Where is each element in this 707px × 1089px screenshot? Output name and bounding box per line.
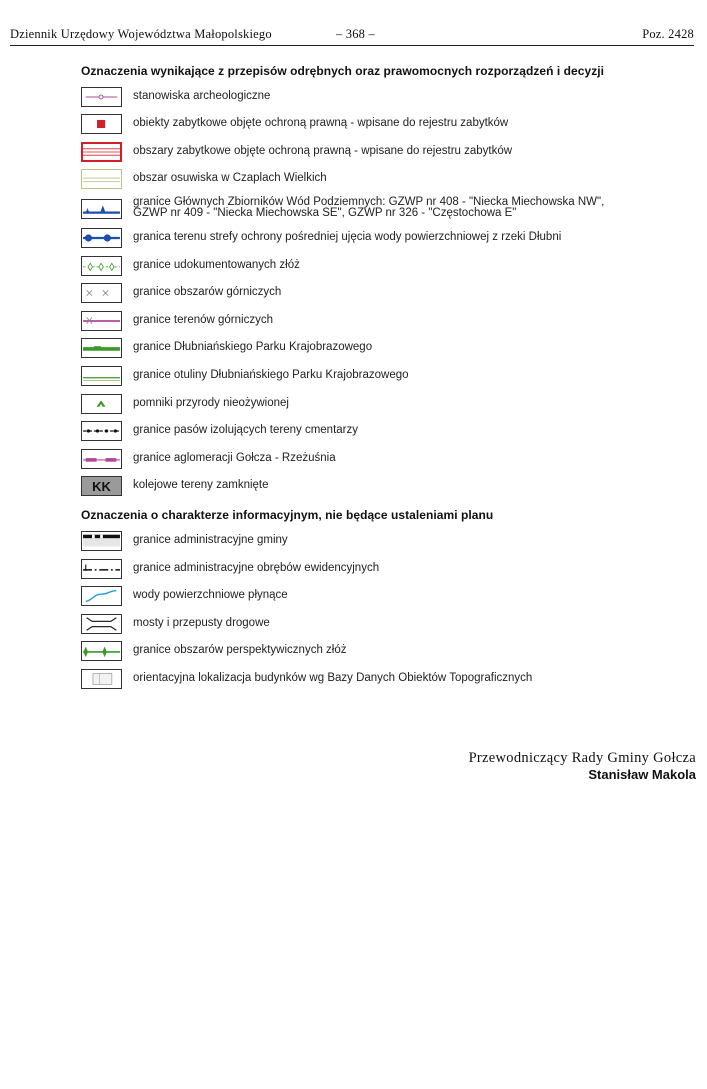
monument-area-icon [81, 142, 122, 162]
page-number: – 368 – [336, 27, 375, 41]
legend-label: mosty i przepusty drogowe [133, 617, 270, 629]
railway-closed-area-icon [81, 476, 122, 496]
bridge-icon [81, 614, 122, 634]
mining-area-icon [81, 283, 122, 303]
legend-label: granice aglomeracji Gołcza - Rzeżuśnia [133, 452, 336, 464]
documented-deposits-icon [81, 256, 122, 276]
building-location-icon [81, 669, 122, 689]
nature-monument-icon [81, 394, 122, 414]
landscape-park-icon [81, 338, 122, 358]
signatory-name: Stanisław Makola [588, 767, 696, 782]
legend-label: stanowiska archeologiczne [133, 90, 271, 102]
legend-label: granice obszarów górniczych [133, 286, 282, 298]
registered-monument-icon [81, 114, 122, 134]
groundwater-reservoir-boundary-icon [81, 199, 122, 219]
legend-label: pomniki przyrody nieożywionej [133, 397, 289, 409]
section-title-regulations: Oznaczenia wynikające z przepisów odrębnych oraz prawomocnych rozporządzeń i decyzji [81, 64, 605, 78]
legend-label: granica terenu strefy ochrony pośredniej ujęcia wody powierzchniowej z rzeki Dłubni [133, 231, 562, 243]
legend-label: granice terenów górniczych [133, 314, 273, 326]
water-intake-zone-icon [81, 228, 122, 248]
prospective-deposits-icon [81, 641, 122, 661]
legend-label: granice administracyjne gminy [133, 534, 288, 546]
legend-label: obiekty zabytkowe objęte ochroną prawną - wpisane do rejestru zabytków [133, 117, 509, 129]
railway-badge-text: KK [92, 478, 111, 494]
park-buffer-icon [81, 366, 122, 386]
signatory-role: Przewodniczący Rady Gminy Gołcza [468, 750, 696, 766]
section-title-informational: Oznaczenia o charakterze informacyjnym, nie będące ustaleniami planu [81, 508, 494, 522]
position-number: Poz. 2428 [642, 27, 694, 41]
agglomeration-boundary-icon [81, 449, 122, 469]
page-header [10, 27, 694, 46]
municipal-boundary-icon [81, 531, 122, 551]
cemetery-isolation-icon [81, 421, 122, 441]
landslide-area-icon [81, 169, 122, 189]
legend-label: obszar osuwiska w Czaplach Wielkich [133, 172, 327, 184]
legend-label: obszary zabytkowe objęte ochroną prawną - wpisane do rejestru zabytków [133, 145, 513, 157]
legend-label: granice Głównych Zbiorników Wód Podziemnych: GZWP nr 408 - "Niecka Miechowska NW", GZWP nr 409 - "Niecka Miechowska SE", GZWP nr 326 - "Częstochowa E" [133, 196, 605, 219]
archaeological-site-icon [81, 87, 122, 107]
flowing-water-icon [81, 586, 122, 606]
legend-label: granice udokumentowanych złóż [133, 259, 300, 271]
legend-label: granice otuliny Dłubniańskiego Parku Krajobrazowego [133, 369, 409, 381]
legend-label: orientacyjna lokalizacja budynków wg Bazy Danych Obiektów Topograficznych [133, 672, 533, 684]
legend-label: granice administracyjne obrębów ewidencyjnych [133, 562, 380, 574]
legend-label: wody powierzchniowe płynące [133, 589, 288, 601]
legend-label: granice Dłubniańskiego Parku Krajobrazowego [133, 341, 373, 353]
legend-label: kolejowe tereny zamknięte [133, 479, 269, 491]
mining-terrain-icon [81, 311, 122, 331]
journal-title: Dziennik Urzędowy Województwa Małopolskiego [10, 27, 272, 41]
legend-label: granice pasów izolujących tereny cmentarzy [133, 424, 358, 436]
cadastral-boundary-icon [81, 559, 122, 579]
signature-block [469, 750, 696, 782]
legend-label: granice obszarów perspektywicznych złóż [133, 644, 347, 656]
